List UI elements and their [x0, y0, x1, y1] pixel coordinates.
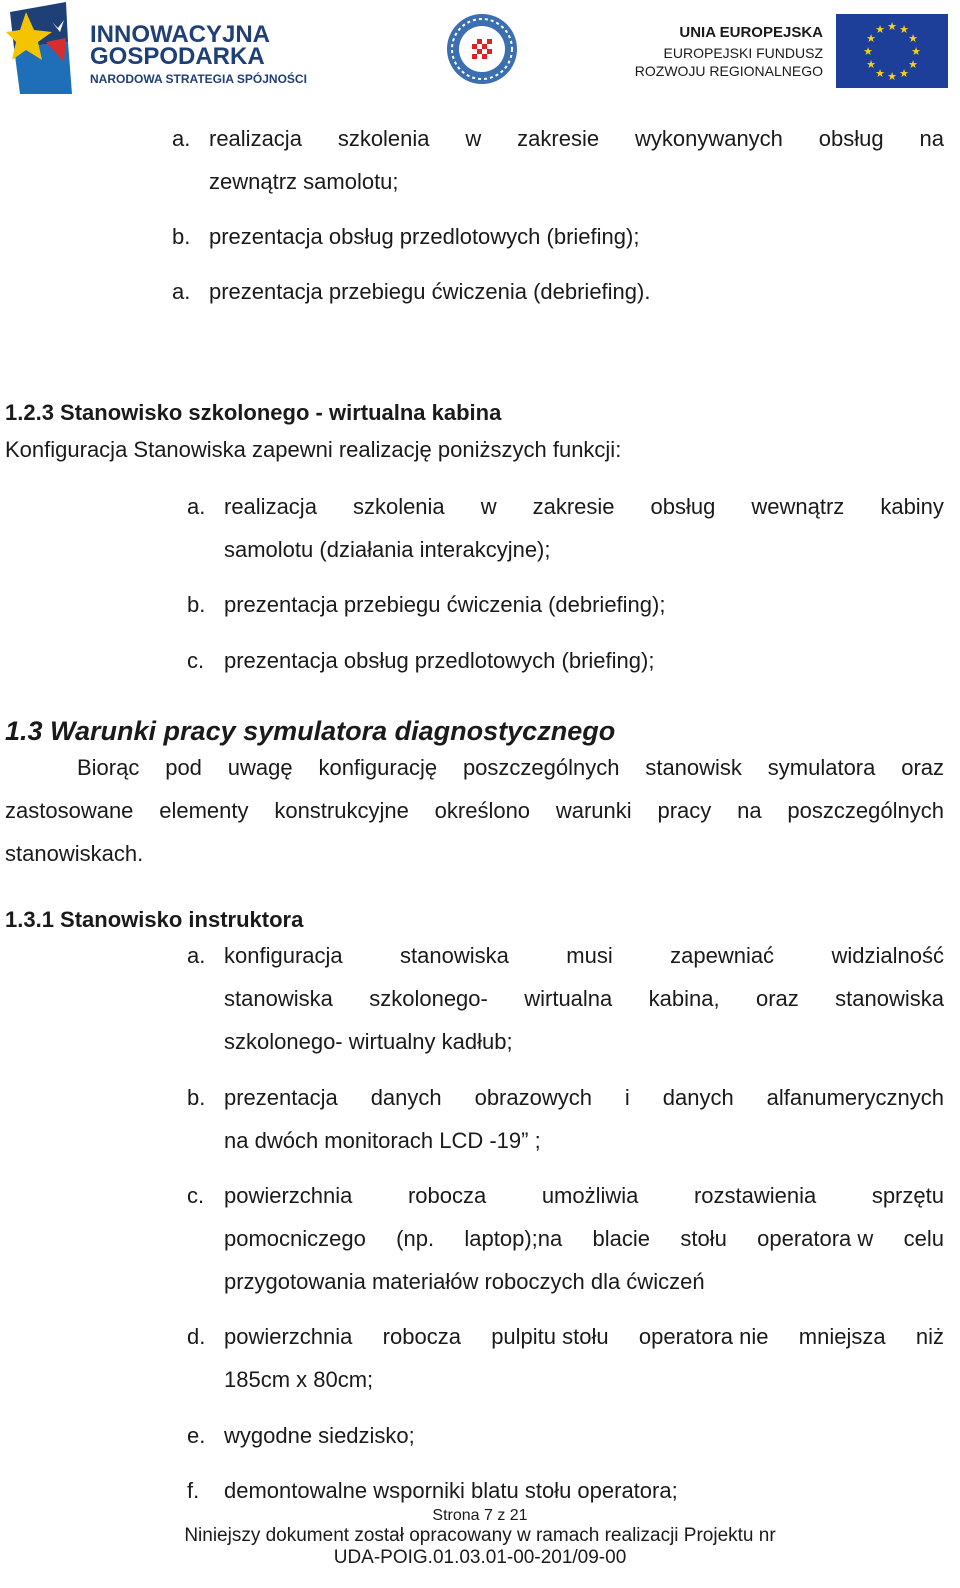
word: w	[465, 126, 482, 151]
word: szkolonego-	[369, 986, 488, 1011]
word: na	[737, 798, 762, 823]
eu-line1: UNIA EUROPEJSKA	[679, 24, 823, 41]
word: prezentacja	[224, 1085, 338, 1110]
list-item-continuation: na dwóch monitorach LCD -19” ;	[224, 1128, 541, 1153]
list-item-continuation: 185cm x 80cm;	[224, 1367, 374, 1392]
word: pomocniczego	[224, 1226, 366, 1251]
list-item-text: wygodne siedzisko;	[224, 1423, 415, 1448]
word: robocza	[382, 1324, 461, 1349]
list-marker: a.	[187, 943, 206, 968]
word: i	[624, 1085, 630, 1110]
svg-text:★: ★	[908, 32, 918, 45]
word: robocza	[407, 1183, 487, 1208]
word: kabina,	[648, 986, 720, 1011]
list-marker: a.	[187, 494, 206, 519]
list-marker: e.	[187, 1423, 206, 1448]
section-heading-1-3: 1.3 Warunki pracy symulatora diagnostycznego	[5, 716, 616, 746]
list-item-line	[224, 943, 944, 969]
word: powierzchnia	[224, 1183, 353, 1208]
word: operatora w	[757, 1226, 874, 1251]
ig-line1: INNOWACYJNA	[90, 21, 271, 48]
word: widzialność	[831, 943, 944, 968]
svg-text:★: ★	[908, 58, 918, 71]
word: pod	[165, 755, 202, 780]
word: określono	[434, 798, 531, 823]
word: mniejsza	[798, 1324, 886, 1349]
eu-flag-icon	[836, 14, 948, 88]
word: operatora nie	[638, 1324, 769, 1349]
list-marker: a.	[172, 279, 191, 304]
word: konfiguracja	[224, 943, 343, 968]
paragraph-line	[77, 755, 944, 781]
svg-text:★: ★	[899, 23, 909, 36]
list-marker: c.	[187, 648, 205, 673]
list-marker: b.	[187, 592, 206, 617]
svg-text:★: ★	[863, 45, 873, 58]
word: pracy	[657, 798, 712, 823]
word: niż	[915, 1324, 944, 1349]
list-marker: b.	[172, 224, 191, 249]
list-marker: f.	[187, 1478, 200, 1503]
word: poszczególnych	[787, 798, 944, 823]
word: elementy	[159, 798, 249, 823]
page-number: Strona 7 z 21	[432, 1507, 528, 1524]
word: symulatora	[767, 755, 876, 780]
word: kabiny	[880, 494, 944, 519]
list-marker: c.	[187, 1183, 205, 1208]
word: obsług	[650, 494, 716, 519]
word: uwagę	[227, 755, 293, 780]
section-intro: Konfiguracja Stanowiska zapewni realizację poniższych funkcji:	[5, 437, 622, 462]
section-heading-1-3-1: 1.3.1 Stanowisko instruktora	[5, 907, 304, 932]
word: umożliwia	[541, 1183, 639, 1208]
footer-line2: UDA-POIG.01.03.01-00-201/09-00	[333, 1547, 627, 1568]
word: pulpitu stołu	[491, 1324, 609, 1349]
word: poszczególnych	[462, 755, 620, 780]
list-item-line	[224, 1183, 944, 1209]
list-item-continuation: szkolonego- wirtualny kadłub;	[224, 1029, 513, 1054]
word: wewnątrz	[751, 494, 845, 519]
ig-emblem-icon	[6, 2, 86, 96]
list-item-line	[224, 1226, 944, 1252]
list-item-text: demontowalne wsporniki blatu stołu operatora;	[224, 1478, 678, 1503]
word: (np.	[396, 1226, 435, 1251]
word: realizacja	[209, 126, 302, 151]
svg-text:★: ★	[866, 58, 876, 71]
word: rozstawienia	[693, 1183, 817, 1208]
footer-line1: Niniejszy dokument został opracowany w ramach realizacji Projektu nr	[184, 1525, 776, 1546]
ig-subtitle: NARODOWA STRATEGIA SPÓJNOŚCI	[90, 72, 307, 86]
svg-text:★: ★	[866, 32, 876, 45]
list-item-continuation: przygotowania materiałów roboczych dla ćwiczeń	[224, 1269, 705, 1294]
word: blacie	[592, 1226, 651, 1251]
list-item-continuation: samolotu (działania interakcyjne);	[224, 537, 551, 562]
list-item-line	[224, 986, 944, 1012]
list-item-text: prezentacja przebiegu ćwiczenia (debriefing).	[209, 279, 651, 304]
word: na	[919, 126, 944, 151]
list-item-line	[224, 1324, 944, 1350]
word: zakresie	[517, 126, 600, 151]
word: obrazowych	[474, 1085, 592, 1110]
word: laptop);na	[464, 1226, 563, 1251]
paragraph-line: stanowiskach.	[5, 841, 144, 866]
word: danych	[370, 1085, 442, 1110]
list-marker: b.	[187, 1085, 206, 1110]
word: konstrukcyjne	[274, 798, 409, 823]
word: szkolenia	[352, 494, 445, 519]
list-item-line	[224, 494, 944, 520]
word: obsług	[818, 126, 884, 151]
svg-text:★: ★	[887, 20, 897, 33]
word: szkolenia	[337, 126, 430, 151]
list-item-text: prezentacja obsług przedlotowych (briefing);	[209, 224, 640, 249]
svg-text:★: ★	[875, 67, 885, 80]
word: warunki	[555, 798, 632, 823]
section-heading-1-2-3: 1.2.3 Stanowisko szkolonego - wirtualna kabina	[5, 400, 502, 425]
word: zastosowane	[5, 798, 134, 823]
word: wirtualna	[524, 986, 613, 1011]
eu-line3: ROZWOJU REGIONALNEGO	[634, 63, 823, 79]
list-marker: d.	[187, 1324, 206, 1349]
word: stołu	[680, 1226, 727, 1251]
eu-logo	[634, 14, 948, 88]
word: realizacja	[224, 494, 317, 519]
word: alfanumerycznych	[766, 1085, 944, 1110]
list-item-line	[224, 1085, 944, 1111]
word: oraz	[901, 755, 944, 780]
word: zapewniać	[670, 943, 775, 968]
ig-line2: GOSPODARKA	[90, 43, 265, 70]
aviation-emblem-icon	[445, 12, 519, 86]
list-item-continuation: zewnątrz samolotu;	[209, 169, 399, 194]
svg-text:★: ★	[875, 23, 885, 36]
innowacyjna-gospodarka-logo	[6, 2, 306, 96]
word: oraz	[755, 986, 799, 1011]
word: celu	[903, 1226, 944, 1251]
word: stanowiska	[224, 986, 333, 1011]
list-item-line	[209, 126, 944, 152]
word: Biorąc	[77, 755, 140, 780]
word: musi	[566, 943, 613, 968]
word: danych	[662, 1085, 734, 1110]
word: powierzchnia	[224, 1324, 353, 1349]
svg-text:★: ★	[899, 67, 909, 80]
page-header	[0, 0, 960, 100]
word: stanowisk	[645, 755, 742, 780]
center-emblem	[445, 12, 519, 86]
list-item-text: prezentacja przebiegu ćwiczenia (debriefing);	[224, 592, 666, 617]
word: w	[480, 494, 497, 519]
paragraph-line	[5, 798, 944, 824]
list-item-text: prezentacja obsług przedlotowych (briefing);	[224, 648, 655, 673]
eu-line2: EUROPEJSKI FUNDUSZ	[663, 45, 823, 61]
svg-text:★: ★	[911, 45, 921, 58]
word: sprzętu	[871, 1183, 944, 1208]
word: wykonywanych	[634, 126, 783, 151]
word: stanowiska	[400, 943, 509, 968]
list-marker: a.	[172, 126, 191, 151]
word: konfigurację	[318, 755, 438, 780]
word: stanowiska	[835, 986, 944, 1011]
svg-text:★: ★	[887, 70, 897, 83]
word: zakresie	[532, 494, 615, 519]
